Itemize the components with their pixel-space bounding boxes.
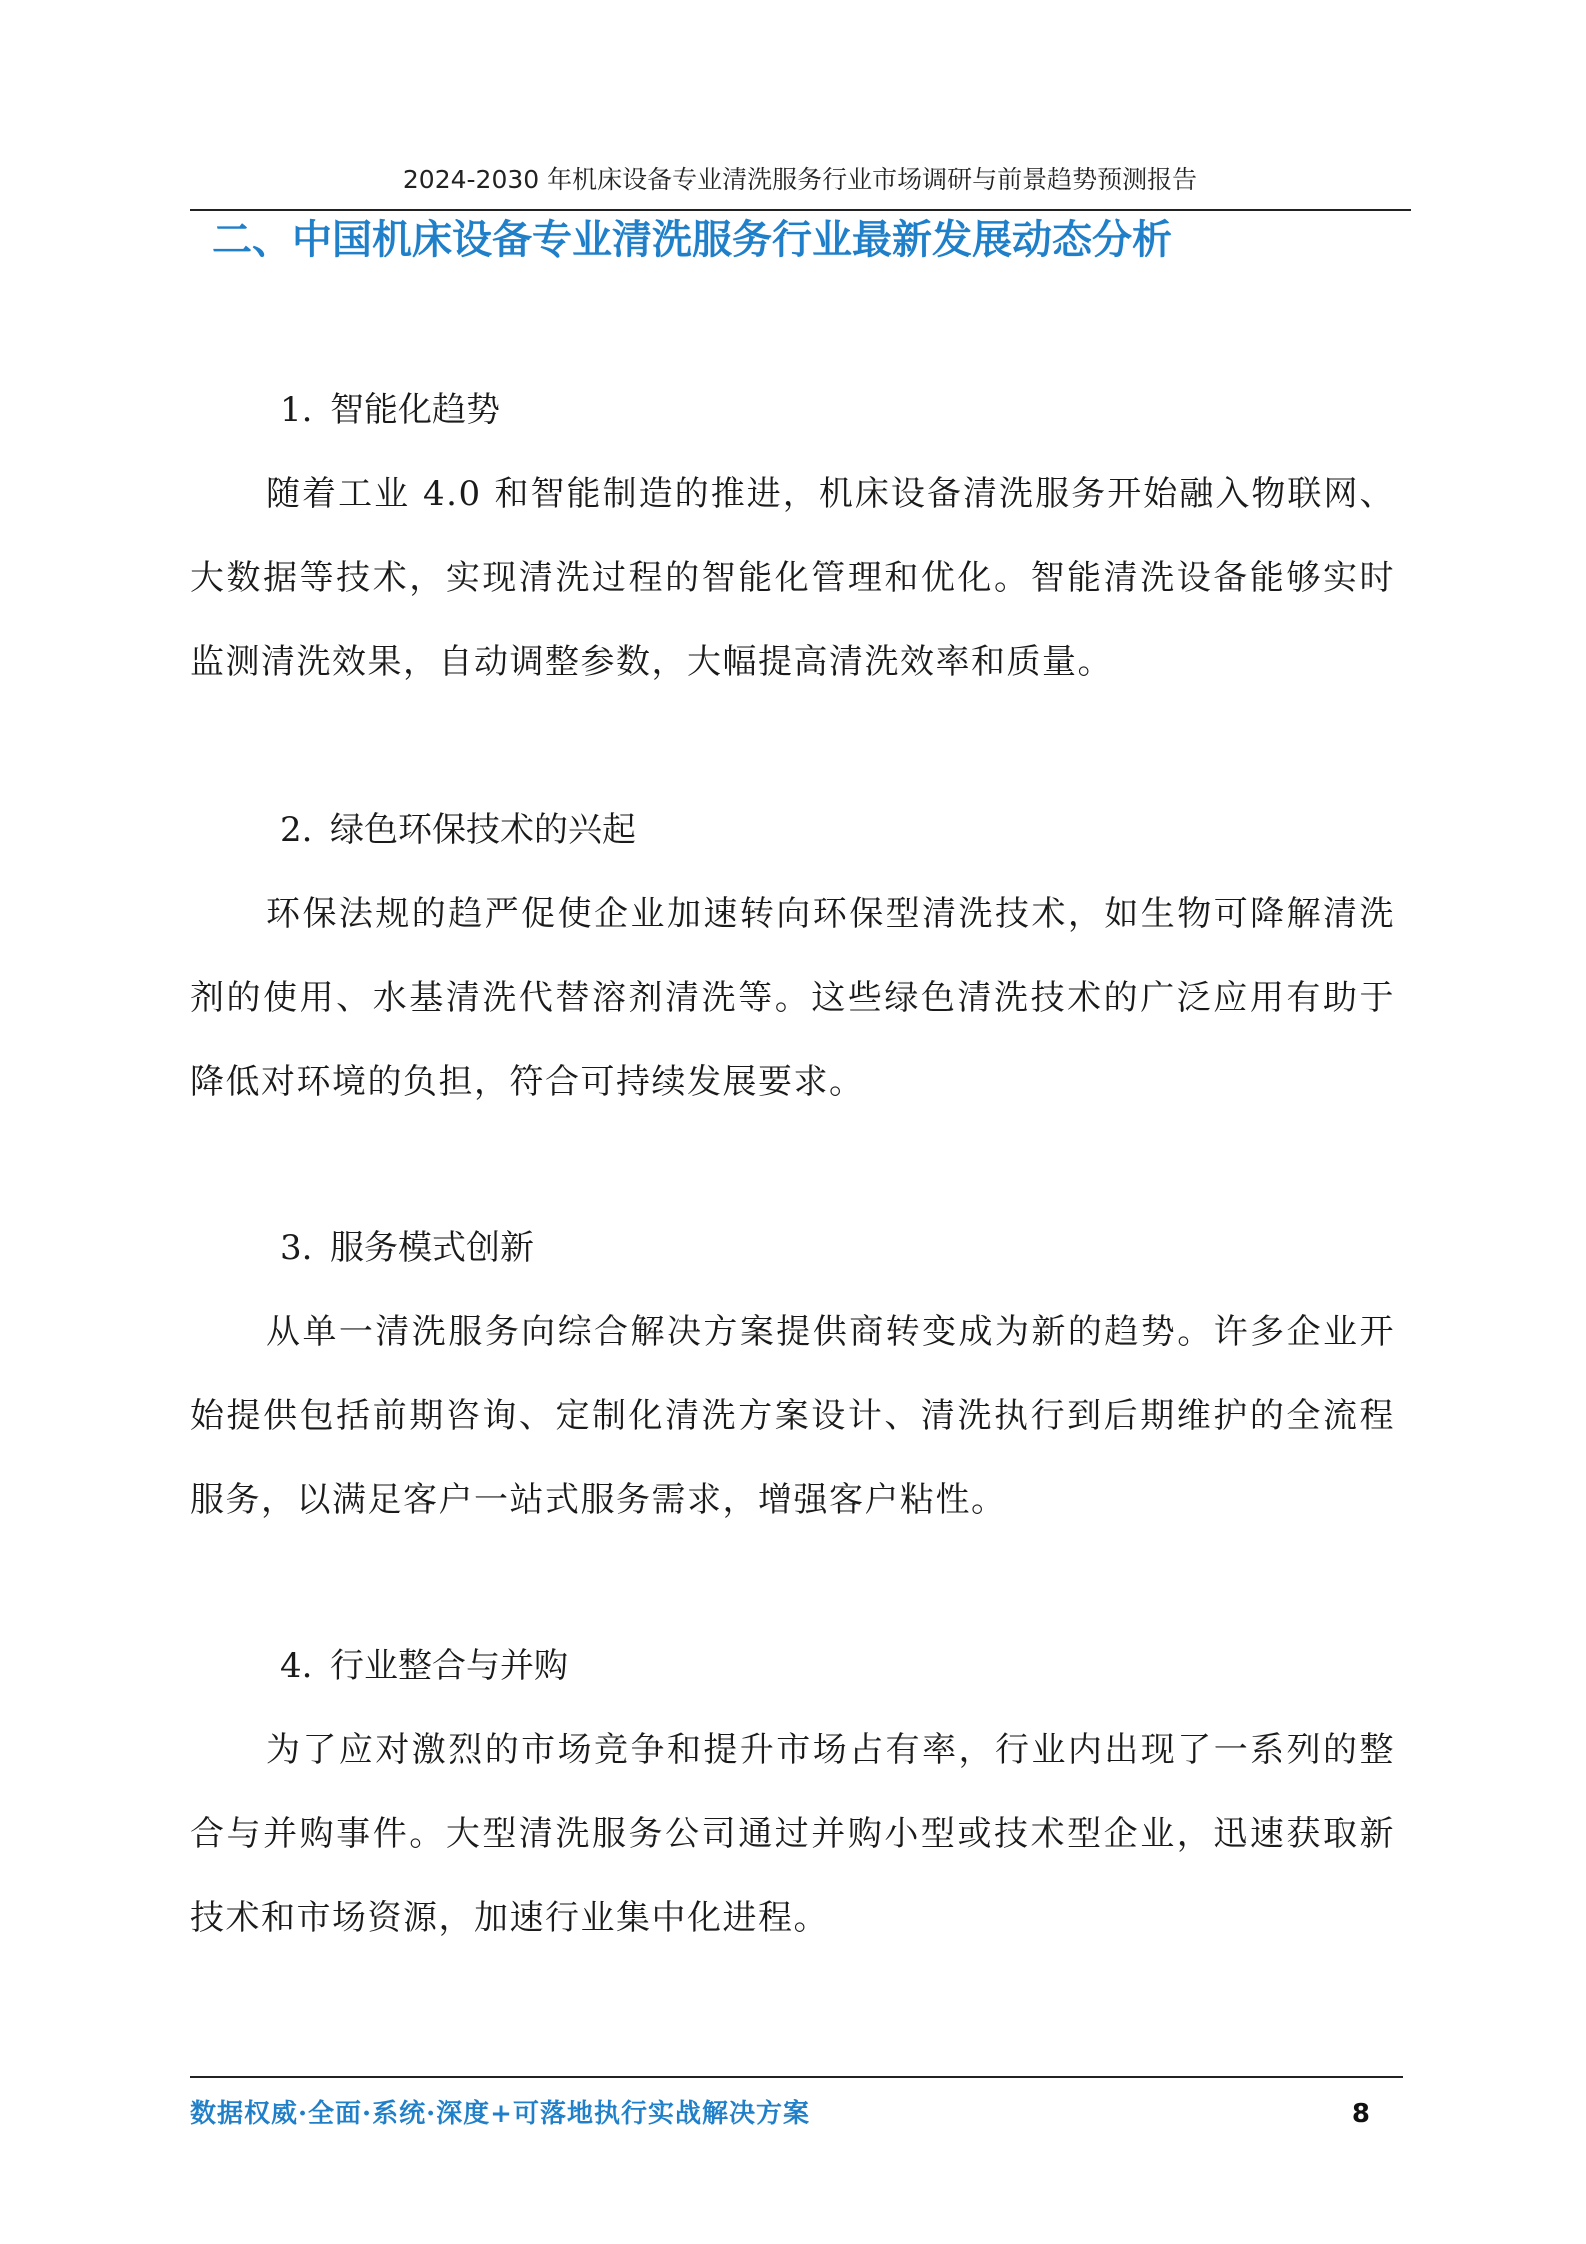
subsection-heading <box>190 1218 1395 1278</box>
footer-divider <box>190 2076 1403 2078</box>
subsection-heading <box>190 1636 1395 1696</box>
subsection-heading <box>190 380 1395 440</box>
subsection-heading <box>190 800 1395 860</box>
subsection-heading-text: 行业整合与并购 <box>330 1646 568 1686</box>
subsection-paragraph: 环保法规的趋严促使企业加速转向环保型清洗技术，如生物可降解清洗剂的使用、水基清洗代替溶剂清洗等。这些绿色清洗技术的广泛应用有助于降低对环境的负担，符合可持续发展要求。 <box>190 894 1395 1102</box>
subsection-heading-text: 服务模式创新 <box>330 1228 534 1268</box>
subsection-number: 4. <box>280 1646 313 1686</box>
subsection-heading-text: 绿色环保技术的兴起 <box>330 810 636 850</box>
subsection-consolidation <box>190 1636 1395 1960</box>
running-header: 2024-2030 年机床设备专业清洗服务行业市场调研与前景趋势预测报告 <box>402 165 1198 194</box>
subsection-paragraph: 随着工业 4.0 和智能制造的推进，机床设备清洗服务开始融入物联网、大数据等技术，实现清洗过程的智能化管理和优化。智能清洗设备能够实时监测清洗效果，自动调整参数，大幅提高清洗效率和质量。 <box>190 474 1395 682</box>
subsection-heading-text: 智能化趋势 <box>330 390 500 430</box>
subsection-number: 2. <box>280 810 313 850</box>
subsection-paragraph: 为了应对激烈的市场竞争和提升市场占有率，行业内出现了一系列的整合与并购事件。大型清洗服务公司通过并购小型或技术型企业，迅速获取新技术和市场资源，加速行业集中化进程。 <box>190 1730 1395 1938</box>
footer-slogan: 数据权威·全面·系统·深度+可落地执行实战解决方案 <box>190 2099 810 2129</box>
section-title: 二、中国机床设备专业清洗服务行业最新发展动态分析 <box>212 217 1172 263</box>
subsection-green-tech <box>190 800 1395 1124</box>
subsection-number: 1. <box>280 390 313 430</box>
subsection-paragraph: 从单一清洗服务向综合解决方案提供商转变成为新的趋势。许多企业开始提供包括前期咨询、定制化清洗方案设计、清洗执行到后期维护的全流程服务，以满足客户一站式服务需求，增强客户粘性。 <box>190 1312 1395 1520</box>
subsection-number: 3. <box>280 1228 313 1268</box>
header-divider <box>190 209 1411 211</box>
subsection-service-model <box>190 1218 1395 1542</box>
subsection-intelligence <box>190 380 1395 704</box>
page-number: 8 <box>1351 2099 1370 2129</box>
